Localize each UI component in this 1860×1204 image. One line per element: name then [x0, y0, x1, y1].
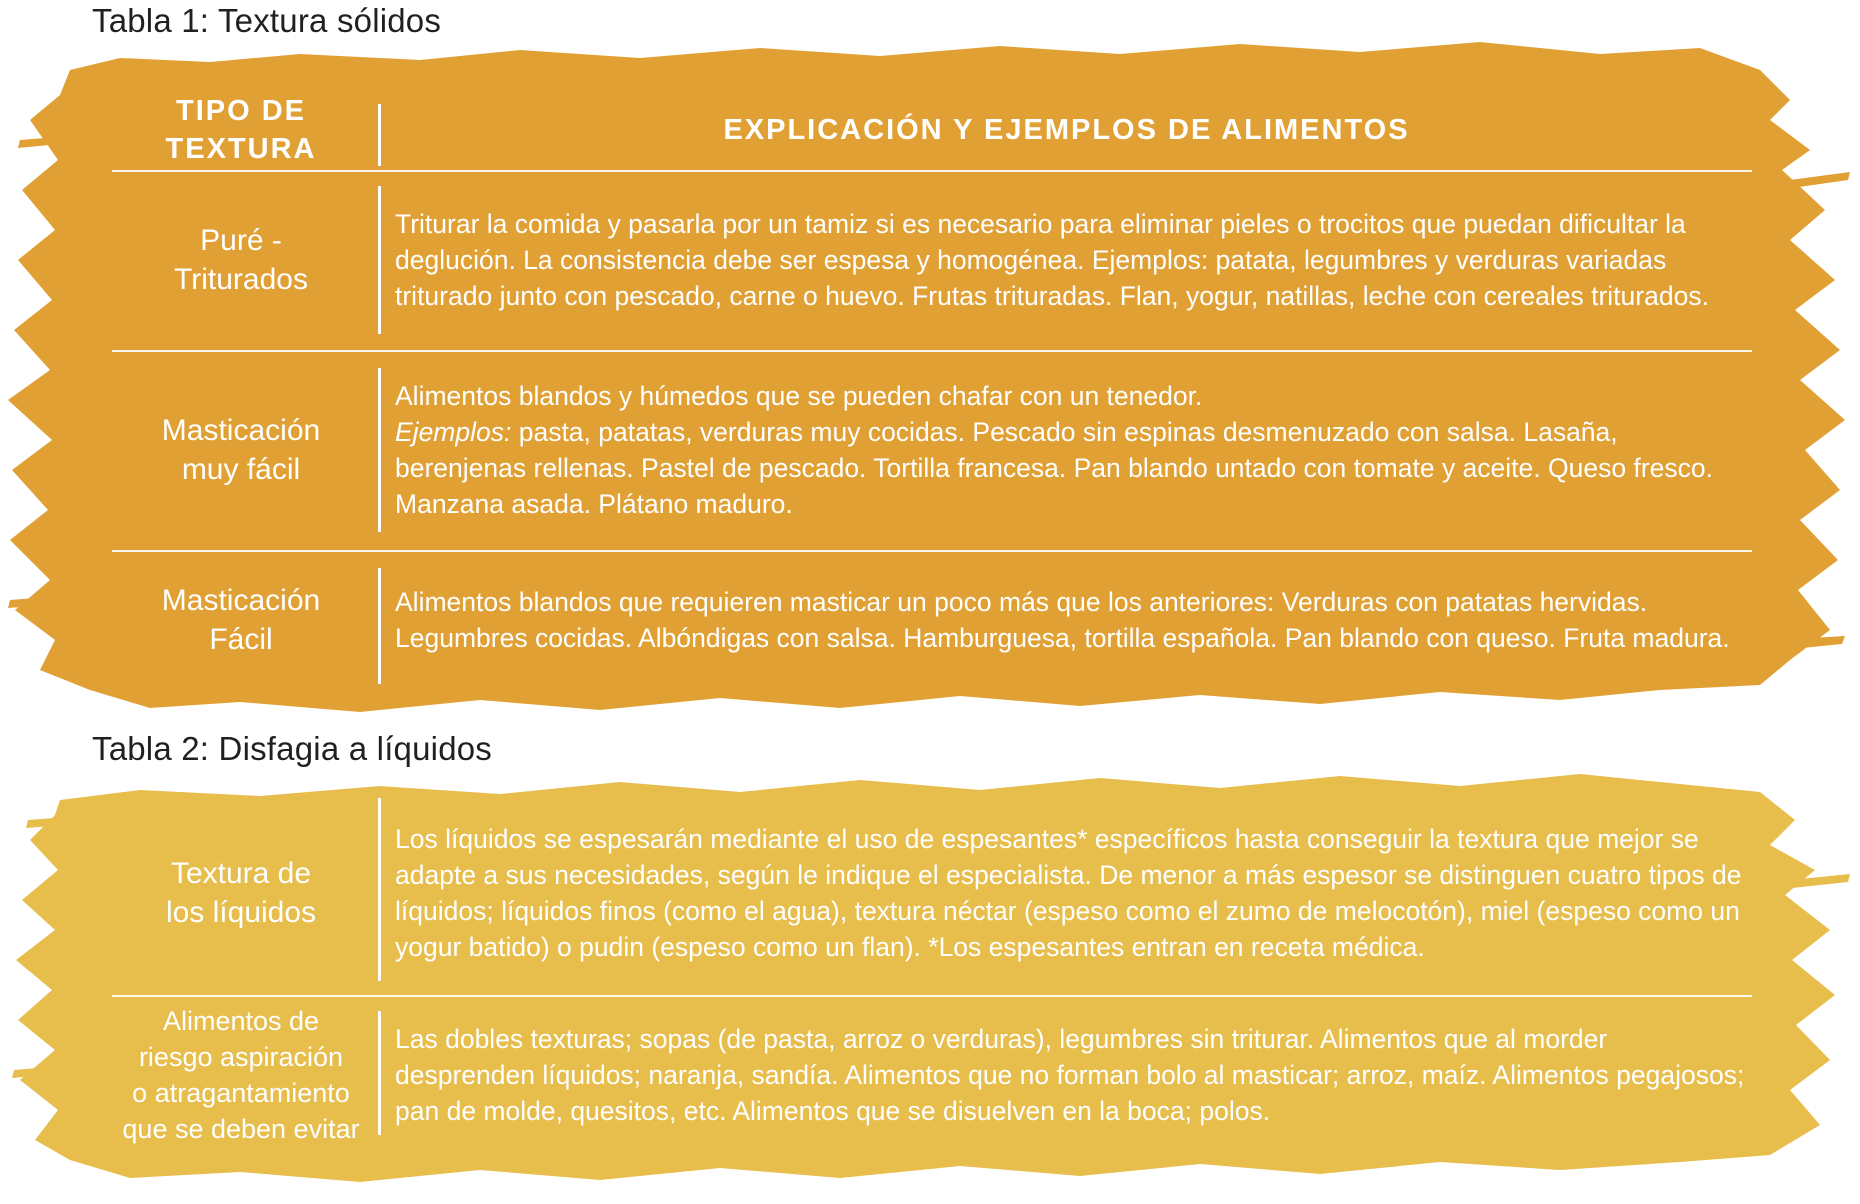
explanation-text: Triturar la comida y pasarla por un tamiz si es necesario para eliminar pieles o trocitos que puedan dificultar la deglución. La consistencia debe ser espesa y homogénea. Ejemplos: patata, legumbres y verduras variadas triturado junto con pescado, carne o huevo. Frutas trituradas. Flan, yogur, natillas, leche con cereales triturados. [395, 209, 1709, 311]
table-row [112, 790, 1752, 995]
table2 [112, 790, 1752, 1155]
explanation-text: Alimentos blandos y húmedos que se pueden chafar con un tenedor. [395, 381, 1203, 411]
texture-type-line: o atragantamiento [132, 1078, 350, 1108]
header-type-line2: TEXTURA [165, 133, 317, 165]
explanation-cell [381, 790, 1752, 995]
texture-type-cell [112, 550, 370, 690]
explanation-cell [381, 170, 1752, 350]
texture-type-line: Alimentos de [162, 1006, 320, 1036]
texture-type-line: Textura de [170, 856, 312, 890]
texture-type-line: Fácil [209, 623, 273, 656]
texture-type-line: riesgo aspiración [138, 1042, 344, 1072]
table1-header-row [112, 90, 1752, 170]
explanation-cell [381, 350, 1752, 550]
table2-caption: Tabla 2: Disfagia a líquidos [92, 730, 493, 767]
header-type-line1: TIPO DE [175, 95, 306, 127]
texture-type-cell [112, 790, 370, 995]
examples-text: pasta, patatas, verduras muy cocidas. Pescado sin espinas desmenuzado con salsa. Lasaña, berenjenas rellenas. Pastel de pescado. Tortilla francesa. Pan blando untado con tomate y aceite. Queso fresco. Manzana asada. Plátano maduro. [395, 417, 1713, 519]
texture-type-cell [112, 170, 370, 350]
table1-caption: Tabla 1: Textura sólidos [92, 2, 442, 39]
explanation-text: Los líquidos se espesarán mediante el uso de espesantes* específicos hasta conseguir la textura que mejor se adapte a sus necesidades, según le indique el especialista. De menor a más espesor se distinguen cuatro tipos de líquidos; líquidos finos (como el agua), textura néctar (espeso como el zumo de melocotón), miel (espeso como un yogur batido) o pudin (espeso como un flan). *Los espesantes entran en receta médica. [395, 823, 1742, 962]
texture-type-line: Masticación [161, 584, 321, 617]
examples-label: Ejemplos: [395, 417, 512, 447]
texture-type-line: muy fácil [181, 453, 301, 486]
table1 [112, 90, 1752, 690]
explanation-text: Alimentos blandos que requieren masticar un poco más que los anteriores: Verduras con patatas hervidas. Legumbres cocidas. Albóndigas con salsa. Hamburguesa, tortilla española. Pan blando con queso. Fruta madura. [395, 587, 1730, 653]
table-row [112, 350, 1752, 550]
explanation-cell [381, 995, 1752, 1155]
texture-type-line: Masticación [161, 414, 321, 447]
texture-type-line: los líquidos [165, 895, 317, 929]
texture-type-line: Triturados [174, 263, 308, 296]
header-type-cell [112, 90, 370, 170]
texture-type-line: que se deben evitar [122, 1114, 360, 1144]
table-row [112, 550, 1752, 690]
table-row [112, 995, 1752, 1155]
texture-type-line: Puré - [200, 224, 282, 257]
texture-type-cell [112, 350, 370, 550]
header-explanation-cell: EXPLICACIÓN Y EJEMPLOS DE ALIMENTOS [723, 114, 1410, 146]
explanation-text: Las dobles texturas; sopas (de pasta, arroz o verduras), legumbres sin triturar. Alimentos que al morder desprenden líquidos; naranja, sandía. Alimentos que no forman bolo al masticar; arroz, maíz. Alimentos pegajosos; pan de molde, quesitos, etc. Alimentos que se disuelven en la boca; polos. [395, 1024, 1745, 1126]
texture-type-cell [112, 995, 370, 1155]
explanation-cell [381, 550, 1752, 690]
table-row [112, 170, 1752, 350]
